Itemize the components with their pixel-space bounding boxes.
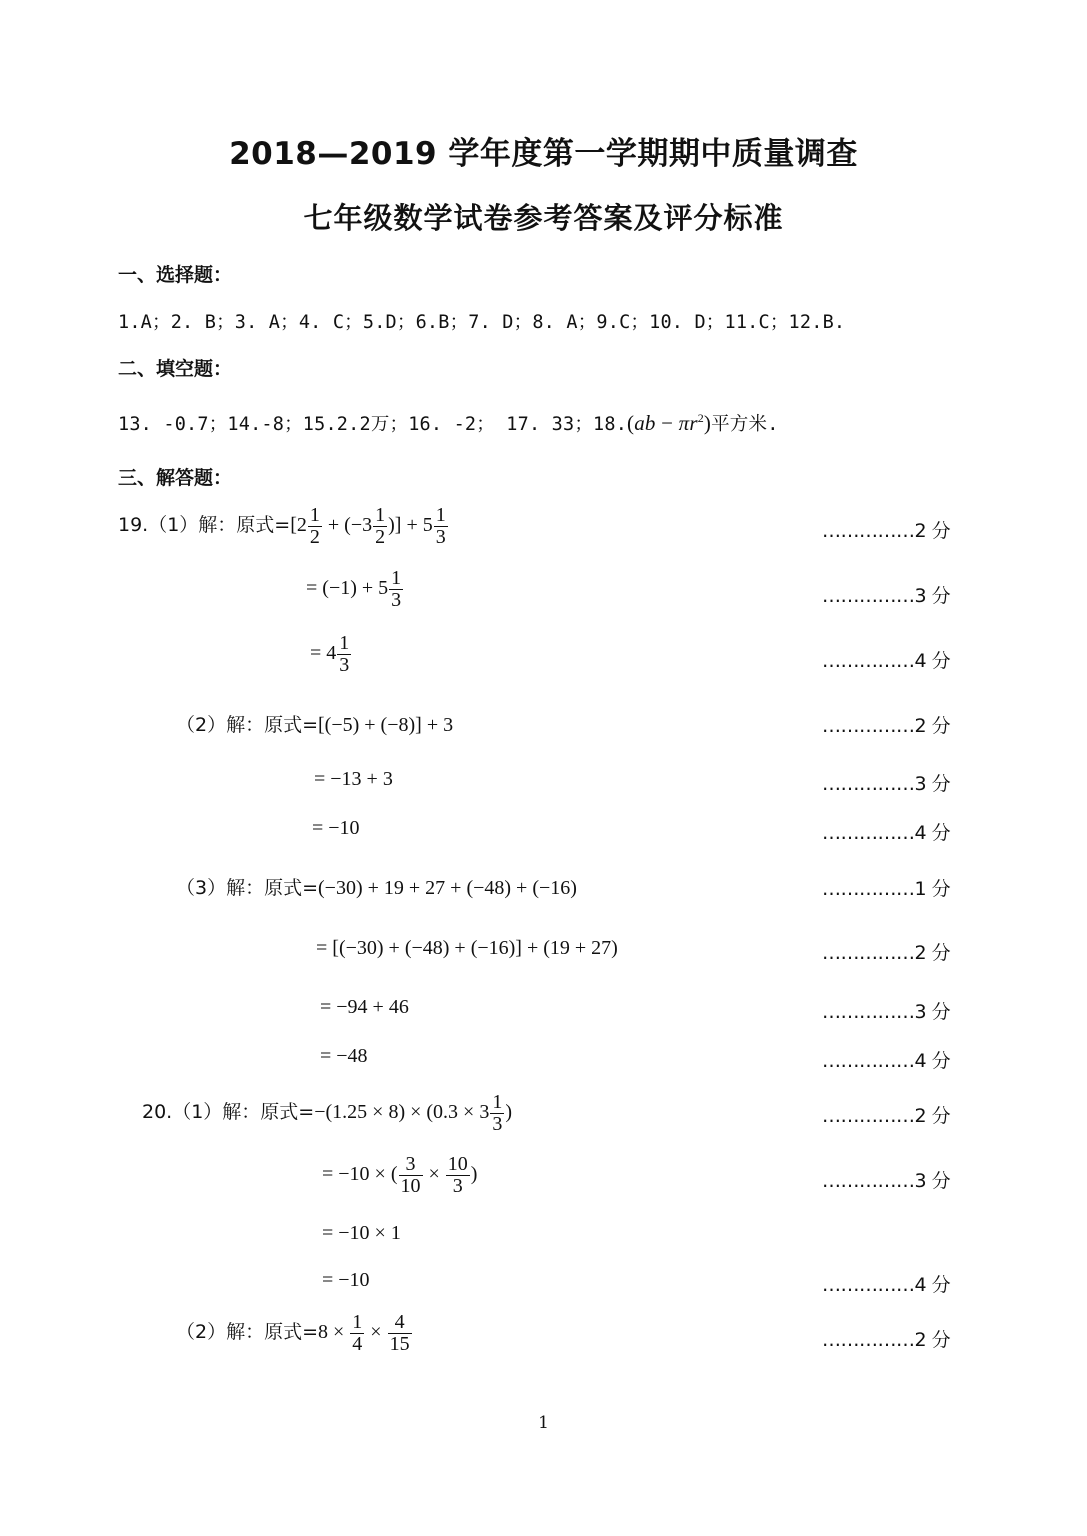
q19-2-label: （2）解：原式= xyxy=(176,714,319,736)
score-2: ……………2 分 xyxy=(822,520,951,542)
score-4: ……………4 分 xyxy=(822,1050,951,1072)
score-4: ……………4 分 xyxy=(822,650,951,672)
score-4: ……………4 分 xyxy=(822,1274,951,1296)
formula-18: $(ab - \pi r^2)$ xyxy=(627,411,712,435)
page-title: 2018—2019 学年度第一学期期中质量调查 xyxy=(229,136,858,172)
q20-1-label: 20.（1）解：原式= xyxy=(142,1101,315,1124)
q20-2-step1: （2）解：原式=8 × $\frac{1}{4}$ × $\frac{4}{15}$ xyxy=(176,1311,410,1355)
choice-answers: 1.A；2. B；3. A；4. C；5.D；6.B；7. D；8. A；9.C；10. D；11.C；12.B. xyxy=(118,312,846,333)
score-1: ……………1 分 xyxy=(822,878,951,900)
section-fill-heading: 二、填空题： xyxy=(118,358,233,380)
q19-1-step3: = 4 $\frac{1}{3}$ xyxy=(310,632,350,676)
q19-2-step1: （2）解：原式=[(−5) + (−8)] + 3 xyxy=(176,714,454,736)
q19-3-step2: = [(−30) + (−48) + (−16)] + (19 + 27) xyxy=(316,937,618,959)
score-3: ……………3 分 xyxy=(822,773,951,795)
q20-1-step2: = −10 × ( $\frac{3}{10}$ × $\frac{10}{3}$ ) xyxy=(322,1153,478,1197)
score-3: ……………3 分 xyxy=(822,585,951,607)
q19-1-step1: 19.（1）解：原式=[2 $\frac{1}{2}$ + (−3 $\frac{1}{2}$ )] + 5 $\frac{1}{3}$ xyxy=(118,504,446,548)
score-4: ……………4 分 xyxy=(822,822,951,844)
q19-3-label: （3）解：原式= xyxy=(176,877,319,899)
score-2: ……………2 分 xyxy=(822,1329,951,1351)
score-2: ……………2 分 xyxy=(822,1105,951,1127)
fill-answers xyxy=(118,410,779,436)
q19-2-step3: = −10 xyxy=(312,817,360,839)
score-2: ……………2 分 xyxy=(822,942,951,964)
q19-3-step3: = −94 + 46 xyxy=(320,996,409,1018)
score-2: ……………2 分 xyxy=(822,715,951,737)
q19-2-step2: = −13 + 3 xyxy=(314,768,393,790)
q20-1-step3: = −10 × 1 xyxy=(322,1222,401,1244)
page-number: 1 xyxy=(538,1413,549,1433)
q19-3-step4: = −48 xyxy=(320,1045,368,1067)
fill-answers-suffix: 平方米. xyxy=(711,414,779,435)
section-choice-heading: 一、选择题： xyxy=(118,264,233,286)
score-3: ……………3 分 xyxy=(822,1001,951,1023)
q19-1-label: 19.（1）解：原式= xyxy=(118,514,291,537)
section-solve-heading: 三、解答题： xyxy=(118,467,233,489)
fill-answers-prefix: 13. -0.7；14.-8；15.2.2万；16. -2； 17. 33；18. xyxy=(118,414,628,435)
q19-1-step2: = (−1) + 5 $\frac{1}{3}$ xyxy=(306,567,402,611)
score-3: ……………3 分 xyxy=(822,1170,951,1192)
q20-1-step1: 20.（1）解：原式=−(1.25 × 8) × (0.3 × 3 $\frac{1}{3}$ ) xyxy=(142,1091,513,1135)
q19-3-step1: （3）解：原式=(−30) + 19 + 27 + (−48) + (−16) xyxy=(176,877,577,899)
page-subtitle: 七年级数学试卷参考答案及评分标准 xyxy=(303,201,784,235)
q20-2-label: （2）解：原式= xyxy=(176,1321,319,1344)
q20-1-step4: = −10 xyxy=(322,1269,370,1291)
